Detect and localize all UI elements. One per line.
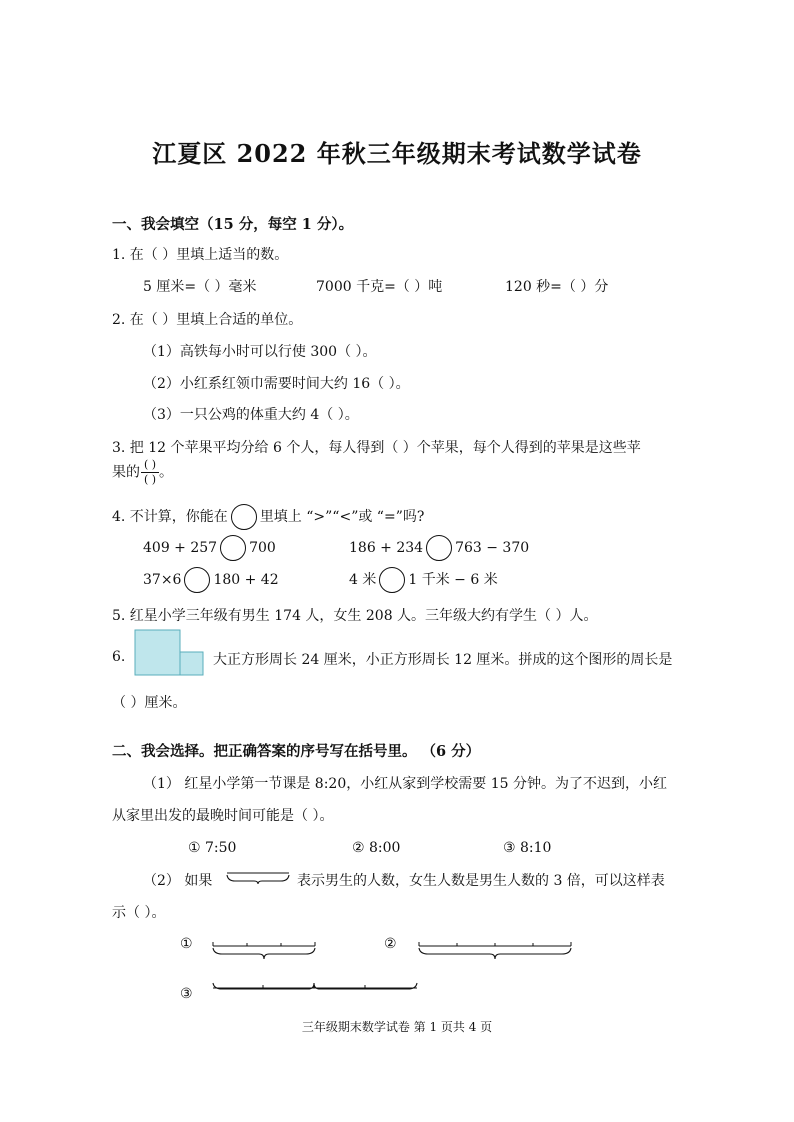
answer-circle-icon[interactable] [379,567,405,593]
q3-line2-end: 。 [159,464,173,481]
s2-q2-marker-2: ② [384,936,397,952]
q4-stem-b: 里填上 “>”“<”或 “=”吗? [259,509,425,525]
q4-expr-2 [349,535,529,561]
q4-expr-3 [143,567,279,593]
small-square [180,652,203,675]
q1-item-b: 7000 千克=（ ）吨 [316,279,443,295]
answer-circle-icon[interactable] [220,535,246,561]
section-2-heading: 二、我会选择。把正确答案的序号写在括号里。 （6 分） [112,743,481,760]
q4-expr-4-left: 4 米 [349,572,377,588]
diagram-option-1 [212,938,316,962]
q6-line2: （ ）厘米。 [112,695,187,711]
s2-q1-option-3: ③ 8:10 [503,840,552,856]
q4-expr-4-right: 1 千米 − 6 米 [408,572,498,588]
q4-expr-3-right: 180 + 42 [213,572,279,588]
s2-q1-option-2: ② 8:00 [352,840,401,856]
q1-item-a: 5 厘米=（ ）毫米 [143,279,257,295]
section-1-heading: 一、我会填空（15 分，每空 1 分）。 [112,216,354,233]
fraction-denominator: ( ) [143,473,157,486]
q4-expr-3-left: 37×6 [143,572,182,588]
s2-q2-marker-3: ③ [180,986,193,1002]
q2-stem: 2. 在（ ）里填上合适的单位。 [112,312,303,328]
q5-text: 5. 红星小学三年级有男生 174 人，女生 208 人。三年级大约有学生（ ）人。 [112,608,598,624]
q1-stem: 1. 在（ ）里填上适当的数。 [112,247,289,263]
s2-q2-line2: 示（ ）。 [112,905,166,921]
q3-line1: 3. 把 12 个苹果平均分给 6 个人，每人得到（ ）个苹果，每个人得到的苹果是这些苹 [112,440,641,456]
q2-item-2: （2）小红系红领巾需要时间大约 16（ ）。 [143,376,410,392]
q4-expr-4 [349,567,498,593]
s2-q2-marker-1: ① [180,936,193,952]
q3-line2-text: 果的 [112,464,140,481]
fraction-blank [141,459,159,486]
unit-segment-brace [225,869,291,885]
q4-expr-2-right: 763 − 370 [455,540,530,556]
q1-item-c: 120 秒=（ ）分 [505,279,609,295]
answer-circle-icon[interactable] [184,567,210,593]
big-square [135,630,180,675]
q4-stem-a: 4. 不计算，你能在 [112,509,228,525]
s2-q2-prefix: （2） 如果 [143,873,213,889]
squares-figure [134,629,206,677]
q6-number: 6. [112,649,126,665]
page-footer: 三年级期末数学试卷 第 1 页共 4 页 [301,1020,493,1034]
q4-expr-1 [143,535,276,561]
s2-q1-option-1: ① 7:50 [188,840,237,856]
q3-line2 [112,459,173,486]
diagram-option-2 [418,938,572,962]
q2-item-1: （1）高铁每小时可以行使 300（ ）。 [143,344,377,360]
fraction-numerator: ( ) [143,458,157,471]
q4-expr-2-left: 186 + 234 [349,540,424,556]
answer-circle-icon[interactable] [426,535,452,561]
page-title: 江夏区 2022 年秋三年级期末考试数学试卷 [152,139,642,168]
q4-expr-1-right: 700 [249,540,276,556]
s2-q1-line1: （1） 红星小学第一节课是 8:20，小红从家到学校需要 15 分钟。为了不迟到，小红 [143,776,667,792]
compare-circle-icon [231,504,257,530]
q4-expr-1-left: 409 + 257 [143,540,218,556]
q6-text: 大正方形周长 24 厘米，小正方形周长 12 厘米。拼成的这个图形的周长是 [213,652,673,668]
q2-item-3: （3）一只公鸡的体重大约 4（ ）。 [143,407,359,423]
s2-q2-suffix: 表示男生的人数，女生人数是男生人数的 3 倍，可以这样表 [297,873,665,889]
q4-stem [112,504,424,530]
diagram-option-3 [212,980,418,1002]
s2-q1-line2: 从家里出发的最晚时间可能是（ ）。 [112,808,334,824]
